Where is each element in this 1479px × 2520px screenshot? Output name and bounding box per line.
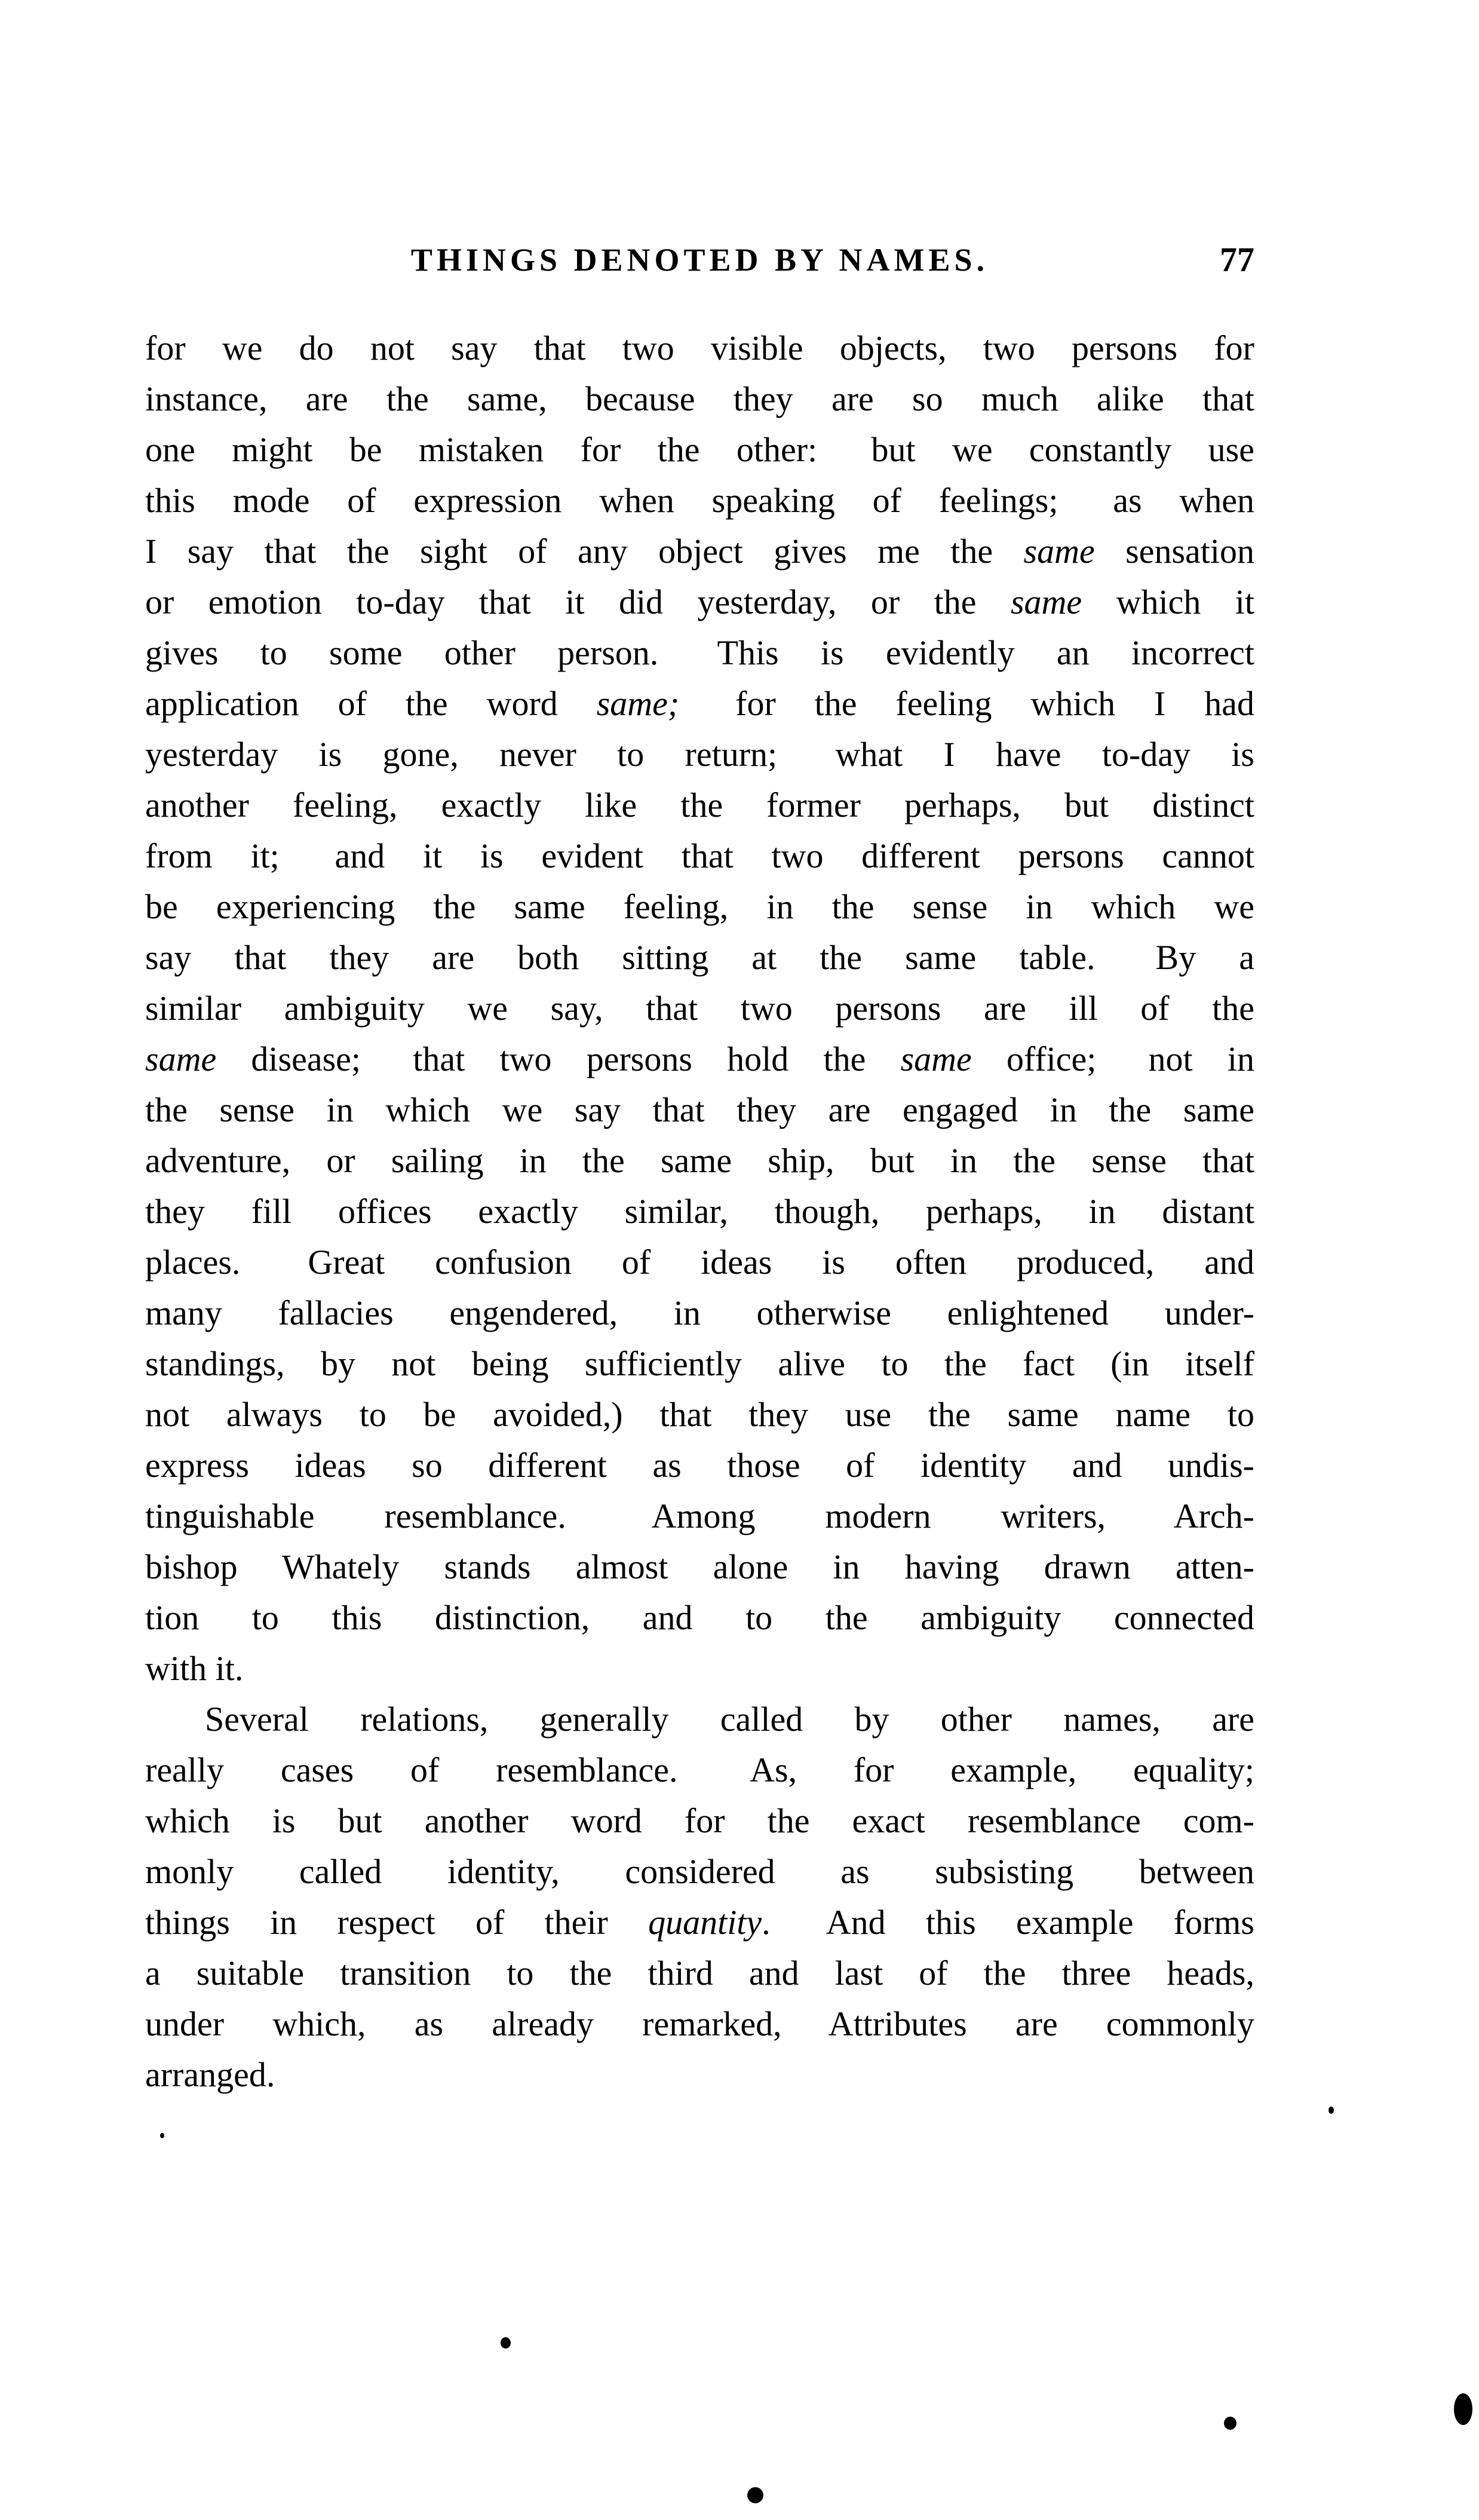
italic-text: same — [145, 1040, 217, 1078]
text-line — [145, 1541, 1254, 1592]
text-line — [145, 323, 1254, 373]
text-segment: . And this example forms — [762, 1903, 1254, 1942]
text-segment: for we do not say that two visible objects, two persons for — [145, 329, 1254, 367]
text-line — [145, 1440, 1254, 1491]
text-segment: tinguishable resemblance. Among modern writers, Arch- — [145, 1497, 1254, 1535]
text-segment: similar ambiguity we say, that two persons are ill of the — [145, 989, 1254, 1028]
text-line — [145, 373, 1254, 424]
text-line — [145, 1186, 1254, 1237]
text-segment: tion to this distinction, and to the ambiguity connected — [145, 1598, 1254, 1637]
ink-speck — [1328, 2107, 1334, 2114]
text-segment: arranged. — [145, 2055, 275, 2094]
text-segment: sensation — [1094, 532, 1254, 571]
text-segment: under which, as already remarked, Attributes are commonly — [145, 2004, 1254, 2043]
text-line — [145, 1846, 1254, 1897]
text-line — [145, 627, 1254, 678]
text-line — [145, 1084, 1254, 1135]
text-segment: which it — [1082, 583, 1254, 621]
text-segment: for the feeling which I had — [679, 684, 1254, 723]
text-line — [145, 830, 1254, 881]
text-segment: disease; that two persons hold the — [216, 1040, 901, 1078]
text-line — [145, 577, 1254, 627]
text-line — [145, 475, 1254, 526]
italic-text: same — [900, 1040, 972, 1078]
text-line — [145, 983, 1254, 1034]
ink-speck — [1454, 2393, 1472, 2425]
text-line — [145, 1237, 1254, 1287]
ink-speck — [747, 2487, 763, 2503]
text-segment: say that they are both sitting at the same table. By a — [145, 938, 1254, 977]
text-line — [145, 678, 1254, 729]
text-segment: a suitable transition to the third and last of the three heads, — [145, 1954, 1254, 1992]
text-segment: office; not in — [971, 1040, 1254, 1078]
text-line — [145, 526, 1254, 577]
text-segment: Several relations, generally called by other names, are — [205, 1700, 1254, 1739]
text-segment: instance, are the same, because they are so much alike that — [145, 379, 1254, 418]
text-segment: standings, by not being sufficiently alive to the fact (in itself — [145, 1344, 1254, 1383]
text-segment: places. Great confusion of ideas is often produced, and — [145, 1243, 1254, 1282]
text-segment: another feeling, exactly like the former perhaps, but distinct — [145, 786, 1254, 824]
text-line — [145, 780, 1254, 830]
text-line — [145, 1745, 1254, 1795]
text-segment: which is but another word for the exact resemblance com- — [145, 1801, 1254, 1840]
text-segment: with it. — [145, 1649, 244, 1688]
text-segment: gives to some other person. This is evidently an incorrect — [145, 633, 1254, 672]
text-segment: I say that the sight of any object gives me the — [145, 532, 1024, 571]
text-segment: express ideas so different as those of identity and undis- — [145, 1446, 1254, 1485]
text-line — [145, 1135, 1254, 1186]
text-line — [145, 1998, 1254, 2049]
ink-speck — [501, 2337, 511, 2349]
italic-text: same — [1010, 583, 1082, 621]
text-segment: application of the word — [145, 684, 597, 723]
text-line — [145, 1287, 1254, 1338]
italic-text: quantity — [648, 1903, 762, 1942]
text-segment: not always to be avoided,) that they use the same name to — [145, 1395, 1254, 1434]
text-line — [145, 1694, 1254, 1745]
ink-speck — [160, 2133, 164, 2138]
text-line — [145, 1592, 1254, 1643]
text-segment: be experiencing the same feeling, in the sense in which we — [145, 887, 1254, 926]
text-segment: things in respect of their — [145, 1903, 649, 1942]
text-segment: the sense in which we say that they are engaged in the same — [145, 1090, 1254, 1129]
page-number: 77 — [1220, 240, 1254, 279]
text-line — [145, 1643, 1254, 1694]
text-segment: they fill offices exactly similar, though, perhaps, in distant — [145, 1192, 1254, 1231]
page-header — [145, 239, 1254, 281]
text-segment: this mode of expression when speaking of feelings; as when — [145, 481, 1254, 520]
italic-text: same — [1023, 532, 1095, 571]
text-line — [145, 1389, 1254, 1440]
text-line — [145, 1897, 1254, 1948]
text-segment: one might be mistaken for the other: but we constantly use — [145, 430, 1254, 469]
text-line — [145, 1795, 1254, 1846]
text-segment: adventure, or sailing in the same ship, but in the sense that — [145, 1141, 1254, 1180]
text-line — [145, 1948, 1254, 1998]
text-segment: really cases of resemblance. As, for example, equality; — [145, 1750, 1254, 1789]
text-line — [145, 1034, 1254, 1084]
text-line — [145, 1338, 1254, 1389]
running-title: THINGS DENOTED BY NAMES. — [410, 242, 989, 278]
italic-text: same; — [596, 684, 680, 723]
text-segment: monly called identity, considered as subsisting between — [145, 1852, 1254, 1891]
text-line — [145, 424, 1254, 475]
text-segment: bishop Whately stands almost alone in having drawn atten- — [145, 1547, 1254, 1586]
text-line — [145, 1491, 1254, 1541]
text-line — [145, 881, 1254, 932]
ink-speck — [1224, 2417, 1236, 2430]
text-segment: yesterday is gone, never to return; what I have to-day is — [145, 735, 1254, 774]
text-line — [145, 2049, 1254, 2100]
text-segment: many fallacies engendered, in otherwise enlightened under- — [145, 1293, 1254, 1332]
text-line — [145, 932, 1254, 983]
text-segment: from it; and it is evident that two different persons cannot — [145, 836, 1254, 875]
text-segment: or emotion to-day that it did yesterday, or the — [145, 583, 1011, 621]
body-text — [145, 323, 1254, 2100]
text-line — [145, 729, 1254, 780]
